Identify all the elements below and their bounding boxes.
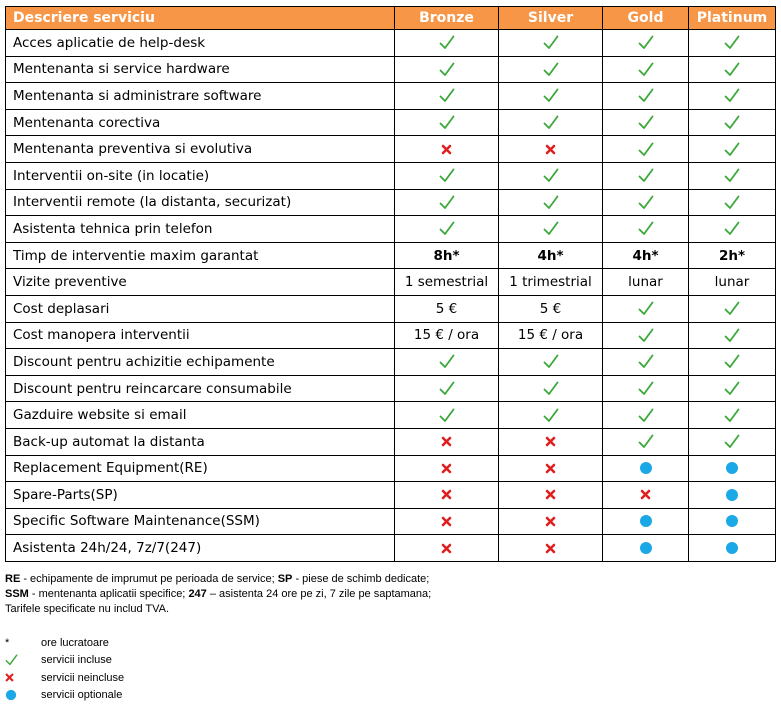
check-icon: [638, 301, 654, 316]
header-description: Descriere serviciu: [6, 7, 395, 30]
optional-dot-icon: [725, 541, 739, 555]
table-row: [6, 322, 776, 349]
abbr-ssm: SSM: [5, 588, 29, 600]
footnote-line-2: [5, 587, 431, 602]
abbr-sp: SP: [277, 573, 293, 585]
table-row: [6, 535, 776, 562]
cell-platinum: [689, 136, 776, 163]
legend: [5, 634, 124, 704]
check-icon: [724, 35, 740, 50]
row-label: Mentenanta si administrare software: [6, 83, 395, 110]
check-icon: [543, 195, 559, 210]
optional-dot-icon: [725, 488, 739, 502]
check-icon: [638, 142, 654, 157]
check-icon: [5, 654, 18, 666]
abbr-re: RE: [5, 573, 21, 585]
cell-silver: 4h*: [499, 242, 603, 269]
check-icon: [724, 381, 740, 396]
header-plan-silver: Silver: [499, 7, 603, 30]
check-icon: [638, 115, 654, 130]
cross-icon: [441, 463, 452, 474]
table-row: [6, 402, 776, 429]
footnote-line-3: Tarifele specificate nu includ TVA.: [5, 603, 170, 615]
cell-platinum: [689, 349, 776, 376]
cell-bronze: [395, 508, 499, 535]
cross-icon: [545, 463, 556, 474]
cell-gold: [603, 482, 689, 509]
cross-icon: [545, 436, 556, 447]
cell-gold: [603, 30, 689, 57]
cell-bronze: [395, 189, 499, 216]
cell-gold: [603, 322, 689, 349]
check-icon: [724, 88, 740, 103]
check-icon: [439, 62, 455, 77]
table-row: [6, 349, 776, 376]
cell-silver: 5 €: [499, 295, 603, 322]
cross-icon: [441, 144, 452, 155]
cross-icon: [640, 489, 651, 500]
row-label: Vizite preventive: [6, 269, 395, 296]
cell-bronze: [395, 83, 499, 110]
cross-icon: [441, 489, 452, 500]
table-row: [6, 482, 776, 509]
check-icon: [543, 115, 559, 130]
cell-bronze: [395, 349, 499, 376]
header-plan-platinum: Platinum: [689, 7, 776, 30]
header-row: [6, 7, 776, 30]
check-icon: [724, 221, 740, 236]
cell-silver: [499, 402, 603, 429]
table-row: [6, 428, 776, 455]
cell-gold: [603, 535, 689, 562]
row-label: Gazduire website si email: [6, 402, 395, 429]
cell-silver: [499, 189, 603, 216]
cell-bronze: [395, 56, 499, 83]
cell-gold: [603, 455, 689, 482]
check-icon: [543, 408, 559, 423]
cell-gold: [603, 428, 689, 455]
table-row: [6, 30, 776, 57]
cross-icon: [441, 516, 452, 527]
cell-bronze: [395, 162, 499, 189]
cell-bronze: [395, 136, 499, 163]
check-icon: [543, 35, 559, 50]
cell-bronze: 15 € / ora: [395, 322, 499, 349]
header-plan-gold: Gold: [603, 7, 689, 30]
check-icon: [439, 35, 455, 50]
cell-silver: [499, 535, 603, 562]
cell-silver: [499, 56, 603, 83]
abbr-ssm-text: - mentenanta aplicatii specifice;: [28, 588, 189, 600]
legend-symbol: [5, 673, 41, 682]
check-icon: [543, 88, 559, 103]
row-label: Cost manopera interventii: [6, 322, 395, 349]
cell-platinum: [689, 30, 776, 57]
row-label: Mentenanta si service hardware: [6, 56, 395, 83]
optional-dot-icon: [725, 461, 739, 475]
cell-bronze: 1 semestrial: [395, 269, 499, 296]
check-icon: [638, 221, 654, 236]
table-row: [6, 216, 776, 243]
optional-dot-icon: [639, 461, 653, 475]
cell-platinum: [689, 189, 776, 216]
cell-silver: [499, 455, 603, 482]
cell-platinum: [689, 402, 776, 429]
cell-bronze: [395, 482, 499, 509]
row-label: Replacement Equipment(RE): [6, 455, 395, 482]
cell-bronze: 5 €: [395, 295, 499, 322]
abbr-247: 247: [188, 588, 207, 600]
cell-silver: [499, 375, 603, 402]
check-icon: [724, 328, 740, 343]
check-icon: [724, 408, 740, 423]
check-icon: [439, 408, 455, 423]
row-label: Discount pentru achizitie echipamente: [6, 349, 395, 376]
cell-silver: [499, 83, 603, 110]
table-row: [6, 162, 776, 189]
cell-gold: [603, 136, 689, 163]
cell-platinum: [689, 322, 776, 349]
cell-platinum: [689, 535, 776, 562]
row-label: Back-up automat la distanta: [6, 428, 395, 455]
cell-gold: [603, 295, 689, 322]
row-label: Specific Software Maintenance(SSM): [6, 508, 395, 535]
check-icon: [543, 354, 559, 369]
cell-platinum: [689, 162, 776, 189]
cell-silver: [499, 216, 603, 243]
cell-silver: [499, 349, 603, 376]
cell-gold: [603, 216, 689, 243]
abbr-247-text: – asistenta 24 ore pe zi, 7 zile pe saptamana;: [206, 588, 432, 600]
row-label: Timp de interventie maxim garantat: [6, 242, 395, 269]
cell-gold: [603, 349, 689, 376]
cell-platinum: [689, 109, 776, 136]
check-icon: [439, 168, 455, 183]
footnotes: [5, 572, 431, 617]
cell-silver: [499, 30, 603, 57]
cell-platinum: [689, 295, 776, 322]
cell-platinum: [689, 455, 776, 482]
table-row: [6, 136, 776, 163]
check-icon: [543, 62, 559, 77]
cell-silver: [499, 136, 603, 163]
cross-icon: [545, 489, 556, 500]
legend-asterisk: *: [5, 636, 10, 649]
check-icon: [543, 381, 559, 396]
cross-icon: [545, 543, 556, 554]
cell-platinum: [689, 508, 776, 535]
row-label: Mentenanta corectiva: [6, 109, 395, 136]
cell-bronze: [395, 216, 499, 243]
check-icon: [638, 88, 654, 103]
cell-gold: [603, 56, 689, 83]
row-label: Interventii remote (la distanta, securizat): [6, 189, 395, 216]
check-icon: [439, 381, 455, 396]
table-row: [6, 56, 776, 83]
cell-platinum: [689, 56, 776, 83]
cell-gold: [603, 162, 689, 189]
cell-gold: 4h*: [603, 242, 689, 269]
cell-gold: [603, 508, 689, 535]
check-icon: [724, 168, 740, 183]
cross-icon: [5, 673, 14, 682]
row-label: Asistenta 24h/24, 7z/7(247): [6, 535, 395, 562]
legend-symbol: [5, 689, 41, 701]
cell-gold: [603, 375, 689, 402]
services-table: [5, 6, 776, 562]
legend-text: ore lucratoare: [41, 636, 109, 649]
cell-platinum: [689, 482, 776, 509]
table-row: [6, 83, 776, 110]
table-row: [6, 189, 776, 216]
cell-bronze: [395, 109, 499, 136]
check-icon: [724, 142, 740, 157]
cell-bronze: [395, 402, 499, 429]
check-icon: [724, 62, 740, 77]
header-plan-bronze: Bronze: [395, 7, 499, 30]
cell-silver: [499, 508, 603, 535]
check-icon: [638, 195, 654, 210]
cell-platinum: [689, 83, 776, 110]
cell-platinum: [689, 428, 776, 455]
cell-bronze: 8h*: [395, 242, 499, 269]
check-icon: [724, 354, 740, 369]
legend-item: [5, 652, 124, 670]
row-label: Mentenanta preventiva si evolutiva: [6, 136, 395, 163]
optional-dot-icon: [725, 514, 739, 528]
check-icon: [439, 115, 455, 130]
check-icon: [439, 195, 455, 210]
check-icon: [439, 221, 455, 236]
optional-dot-icon: [5, 689, 17, 701]
check-icon: [638, 35, 654, 50]
cell-silver: 1 trimestrial: [499, 269, 603, 296]
row-label: Discount pentru reincarcare consumabile: [6, 375, 395, 402]
legend-item: [5, 687, 124, 704]
cell-bronze: [395, 428, 499, 455]
cell-platinum: lunar: [689, 269, 776, 296]
check-icon: [724, 434, 740, 449]
cell-platinum: [689, 216, 776, 243]
row-label: Interventii on-site (in locatie): [6, 162, 395, 189]
check-icon: [638, 328, 654, 343]
cell-bronze: [395, 30, 499, 57]
cell-silver: [499, 428, 603, 455]
check-icon: [439, 354, 455, 369]
table-row: [6, 508, 776, 535]
cell-gold: [603, 189, 689, 216]
cell-gold: [603, 402, 689, 429]
cell-gold: [603, 83, 689, 110]
cross-icon: [441, 543, 452, 554]
cell-silver: [499, 482, 603, 509]
table-row: [6, 109, 776, 136]
check-icon: [724, 195, 740, 210]
abbr-re-text: - echipamente de imprumut pe perioada de service;: [20, 573, 278, 585]
check-icon: [724, 301, 740, 316]
check-icon: [638, 168, 654, 183]
row-label: Asistenta tehnica prin telefon: [6, 216, 395, 243]
table-row: [6, 455, 776, 482]
footnote-line-1: [5, 572, 431, 587]
table-row: [6, 242, 776, 269]
row-label: Spare-Parts(SP): [6, 482, 395, 509]
legend-text: servicii optionale: [41, 689, 123, 702]
check-icon: [638, 434, 654, 449]
cross-icon: [441, 436, 452, 447]
check-icon: [439, 88, 455, 103]
cell-platinum: 2h*: [689, 242, 776, 269]
cross-icon: [545, 516, 556, 527]
optional-dot-icon: [639, 514, 653, 528]
table-row: [6, 295, 776, 322]
cell-gold: lunar: [603, 269, 689, 296]
legend-symbol: [5, 654, 41, 666]
legend-text: servicii neincluse: [41, 671, 125, 684]
legend-item: [5, 669, 124, 687]
check-icon: [638, 381, 654, 396]
check-icon: [724, 115, 740, 130]
table-row: [6, 269, 776, 296]
row-label: Cost deplasari: [6, 295, 395, 322]
cell-silver: [499, 109, 603, 136]
cell-platinum: [689, 375, 776, 402]
cell-bronze: [395, 375, 499, 402]
cell-gold: [603, 109, 689, 136]
cell-silver: [499, 162, 603, 189]
check-icon: [638, 354, 654, 369]
check-icon: [543, 168, 559, 183]
cross-icon: [545, 144, 556, 155]
check-icon: [638, 62, 654, 77]
check-icon: [638, 408, 654, 423]
check-icon: [543, 221, 559, 236]
cell-bronze: [395, 535, 499, 562]
row-label: Acces aplicatie de help-desk: [6, 30, 395, 57]
table-row: [6, 375, 776, 402]
cell-silver: 15 € / ora: [499, 322, 603, 349]
abbr-sp-text: - piese de schimb dedicate;: [292, 573, 430, 585]
legend-item: [5, 634, 124, 652]
optional-dot-icon: [639, 541, 653, 555]
cell-bronze: [395, 455, 499, 482]
legend-text: servicii incluse: [41, 654, 112, 667]
